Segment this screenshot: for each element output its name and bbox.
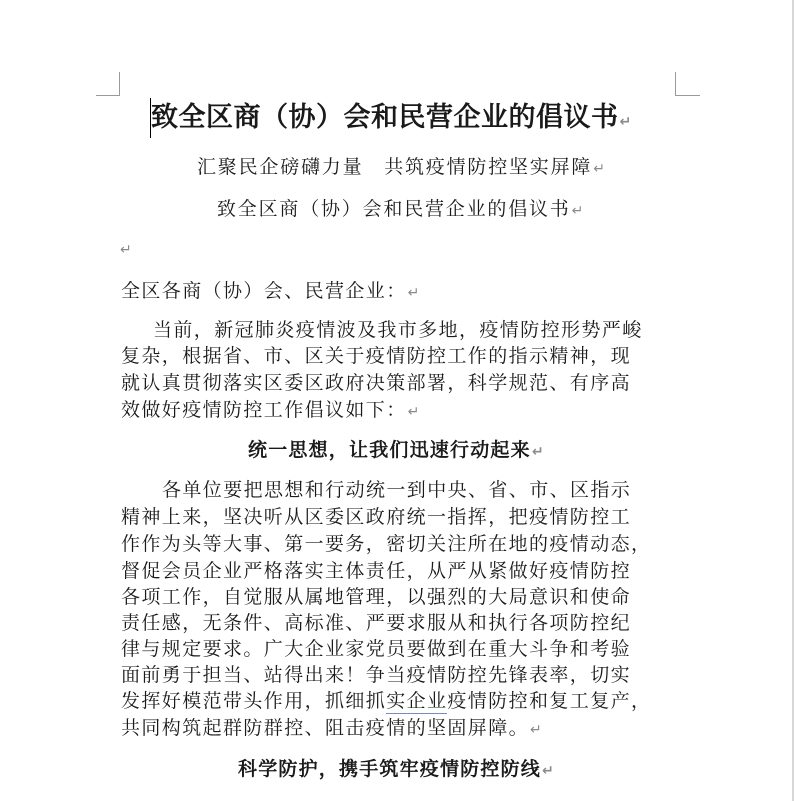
section1-line[interactable] bbox=[121, 588, 631, 607]
section1-line9-post: 疫情防控和复工复产， bbox=[447, 690, 652, 712]
section-heading-2-text: 科学防护，携手筑牢疫情防控防线 bbox=[238, 758, 542, 780]
section1-line-text: 督促会员企业严格落实主体责任，从严从紧做好疫情防控 bbox=[121, 560, 632, 582]
subtitle-line-1[interactable] bbox=[197, 158, 607, 177]
section1-line[interactable] bbox=[121, 692, 651, 711]
intro-line-text: 复杂，根据省、市、区关于疫情防控工作的指示精神，现 bbox=[121, 345, 632, 367]
section-heading-1[interactable] bbox=[248, 441, 545, 460]
section1-line[interactable] bbox=[121, 508, 631, 527]
paragraph-mark: ↵ bbox=[542, 763, 555, 779]
intro-line-text: 当前，新冠肺炎疫情波及我市多地，疫情防控形势严峻 bbox=[153, 319, 643, 341]
section1-line[interactable] bbox=[121, 666, 631, 685]
section1-line[interactable] bbox=[121, 562, 631, 581]
salutation-line[interactable] bbox=[121, 282, 421, 301]
intro-line-text: 就认真贯彻落实区委区政府决策部署，科学规范、有序高 bbox=[121, 372, 632, 394]
section1-line-text: 精神上来，坚决听从区委区政府统一指挥，把疫情防控工 bbox=[121, 506, 632, 528]
intro-line[interactable] bbox=[121, 347, 631, 366]
crop-mark-top-right-vertical bbox=[675, 72, 676, 96]
section-heading-2[interactable] bbox=[238, 760, 555, 779]
paragraph-mark: ↵ bbox=[530, 722, 544, 738]
paragraph-mark: ↵ bbox=[571, 203, 586, 219]
section1-line-text: 各单位要把思想和行动统一到中央、省、市、区指示 bbox=[162, 479, 632, 501]
subtitle-1-text: 汇聚民企磅礴力量 共筑疫情防控坚实屏障 bbox=[197, 156, 593, 178]
subtitle-line-2[interactable] bbox=[217, 200, 585, 219]
intro-line[interactable] bbox=[121, 374, 631, 393]
intro-line-text: 效做好疫情防控工作倡议如下： bbox=[121, 399, 407, 421]
crop-mark-top-right-horizontal bbox=[676, 95, 700, 96]
section1-line[interactable] bbox=[121, 640, 631, 659]
paragraph-mark: ↵ bbox=[593, 161, 607, 177]
crop-mark-top-left-vertical bbox=[119, 72, 120, 96]
section1-line-text: 面前勇于担当、站得出来！争当疫情防控先锋表率，切实 bbox=[121, 664, 632, 686]
paragraph-mark: ↵ bbox=[531, 444, 545, 460]
paragraph-mark: ↵ bbox=[619, 114, 632, 130]
intro-line[interactable] bbox=[153, 321, 643, 340]
section1-line-text: 作作为头等大事、第一要务，密切关注所在地的疫情动态， bbox=[121, 533, 652, 555]
section1-line-text: 责任感，无条件、高标准、严要求服从和执行各项防控纪 bbox=[121, 612, 632, 634]
section1-line-text: 各项工作，自觉服从属地管理，以强烈的大局意识和使命 bbox=[121, 586, 632, 608]
subtitle-2-text: 致全区商（协）会和民营企业的倡议书 bbox=[217, 198, 571, 220]
salutation-text: 全区各商（协）会、民营企业： bbox=[121, 280, 407, 302]
section-heading-1-text: 统一思想，让我们迅速行动起来 bbox=[248, 439, 531, 461]
document-title-text: 致全区商（协）会和民营企业的倡议书 bbox=[151, 102, 619, 133]
paragraph-mark: ↵ bbox=[407, 404, 421, 420]
section1-line[interactable] bbox=[121, 614, 631, 633]
paragraph-mark: ↵ bbox=[120, 242, 132, 258]
section1-line[interactable] bbox=[162, 481, 631, 500]
section1-line[interactable] bbox=[121, 535, 651, 554]
crop-mark-top-left-horizontal bbox=[96, 95, 120, 96]
empty-paragraph[interactable] bbox=[119, 241, 132, 257]
section1-line[interactable] bbox=[121, 719, 543, 738]
section1-line9-pre: 发挥好模范带头作用，抓细抓 bbox=[121, 690, 387, 712]
paragraph-mark: ↵ bbox=[407, 285, 421, 301]
underlined-phrase[interactable]: 实企业 bbox=[386, 690, 448, 712]
document-title[interactable] bbox=[151, 104, 632, 131]
section1-line-text: 律与规定要求。广大企业家党员要做到在重大斗争和考验 bbox=[121, 638, 632, 660]
section1-line-text: 共同构筑起群防群控、阻击疫情的坚固屏障。 bbox=[121, 717, 530, 739]
intro-line[interactable] bbox=[121, 401, 421, 420]
